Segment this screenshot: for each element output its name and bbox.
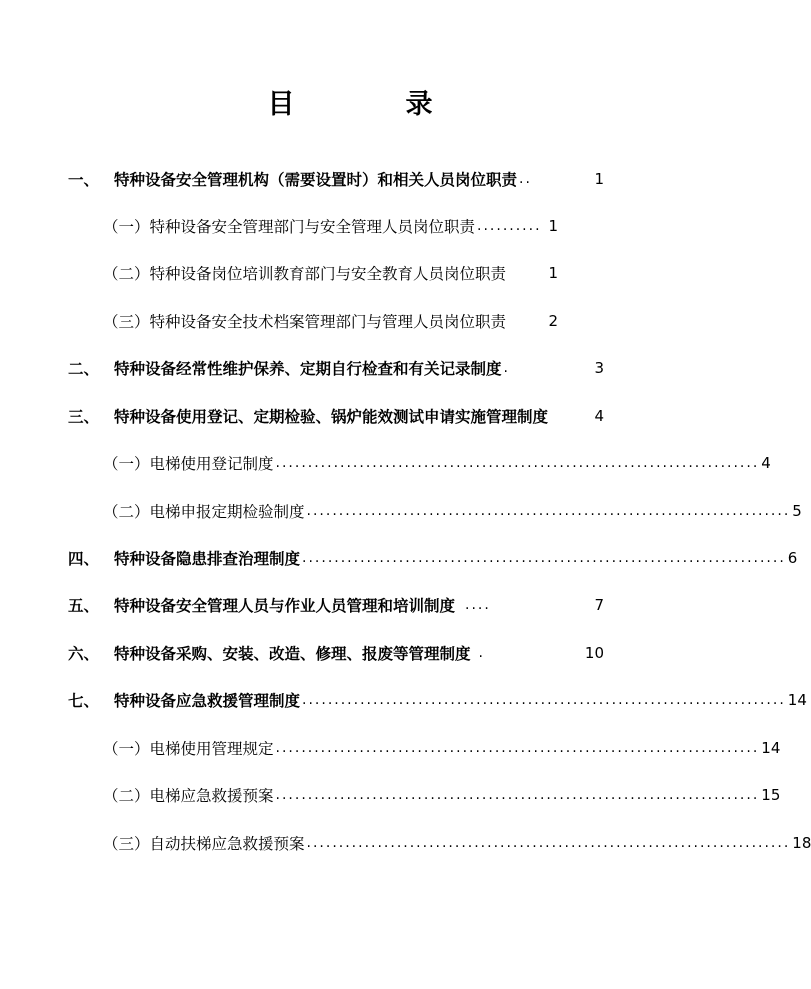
toc-leader-dots: ..........: [477, 218, 542, 234]
toc-entry-text: 特种设备应急救援管理制度: [114, 692, 301, 710]
toc-entry-3[interactable]: [68, 401, 604, 431]
toc-leader-dots: .: [503, 360, 510, 376]
toc-entry-text: （一）特种设备安全管理部门与安全管理人员岗位职责: [103, 218, 476, 236]
toc-entry-7-2[interactable]: [103, 780, 781, 810]
toc-leader-dots: ...........................................................................: [302, 692, 786, 708]
toc-leader-dots: ...........................................................................: [275, 740, 760, 756]
toc-leader-dots: ...........................................................................: [275, 455, 760, 471]
toc-entry-1-2[interactable]: [103, 258, 558, 288]
toc-entry-page: 7: [594, 596, 604, 614]
toc-entry-page: 15: [761, 786, 781, 804]
toc-entry-number: 五、: [68, 597, 100, 615]
toc-entry-text: 特种设备隐患排查治理制度: [114, 550, 301, 568]
toc-leader-dots: ...........................................................................: [306, 503, 791, 519]
toc-entry-page: 6: [787, 549, 798, 567]
toc-leader-dots: ....: [465, 597, 491, 613]
toc-entry-number: 一、: [68, 171, 100, 189]
toc-leader-dots: ...........................................................................: [306, 835, 791, 851]
toc-entry-number: 七、: [68, 692, 100, 710]
toc-entry-5[interactable]: [68, 590, 604, 620]
toc-entry-7[interactable]: [68, 685, 807, 715]
toc-entry-3-1[interactable]: [103, 448, 771, 478]
toc-entry-number: 六、: [68, 645, 100, 663]
toc-entry-page: 18: [792, 834, 811, 852]
page-title: 目 录: [267, 89, 475, 120]
toc-entry-page: 4: [594, 407, 604, 425]
toc-entry-page: 14: [761, 739, 781, 757]
toc-entry-page: 1: [548, 217, 558, 235]
toc-entry-6[interactable]: [68, 638, 604, 668]
toc-entry-page: 1: [548, 264, 558, 282]
toc-entry-text: （一）电梯使用登记制度: [103, 455, 274, 473]
toc-entry-text: 特种设备安全管理人员与作业人员管理和培训制度: [114, 597, 456, 615]
toc-entry-text: （二）电梯应急救援预案: [103, 787, 274, 805]
toc-entry-page: 14: [787, 691, 807, 709]
toc-entry-page: 1: [594, 170, 604, 188]
toc-entry-7-3[interactable]: [103, 828, 811, 858]
toc-leader-dots: ...........................................................................: [275, 787, 760, 803]
toc-entry-1-1[interactable]: [103, 211, 558, 241]
toc-entry-number: 二、: [68, 360, 100, 378]
toc-entry-2[interactable]: [68, 353, 604, 383]
toc-entry-text: （三）自动扶梯应急救援预案: [103, 835, 305, 853]
toc-entry-1-3[interactable]: [103, 306, 558, 336]
toc-entry-7-1[interactable]: [103, 733, 781, 763]
toc-entry-page: 5: [792, 502, 802, 520]
toc-entry-1[interactable]: [68, 164, 604, 194]
toc-entry-page: 10: [584, 644, 604, 662]
toc-entry-text: 特种设备经常性维护保养、定期自行检查和有关记录制度: [114, 360, 502, 378]
toc-entry-text: 特种设备采购、安装、改造、修理、报废等管理制度: [114, 645, 471, 663]
toc-leader-dots: ...........................................................................: [302, 550, 786, 566]
toc-entry-number: 三、: [68, 408, 100, 426]
toc-entry-text: （一）电梯使用管理规定: [103, 740, 274, 758]
toc-entry-page: 3: [594, 359, 604, 377]
toc-leader-dots: .: [478, 645, 485, 661]
toc-leader-dots: ..: [519, 171, 532, 187]
toc-entry-4[interactable]: [68, 543, 798, 573]
toc-entry-text: （二）特种设备岗位培训教育部门与安全教育人员岗位职责: [103, 265, 507, 283]
toc-entry-page: 2: [548, 312, 558, 330]
toc-entry-number: 四、: [68, 550, 100, 568]
toc-entry-text: （三）特种设备安全技术档案管理部门与管理人员岗位职责: [103, 313, 507, 331]
toc-entry-3-2[interactable]: [103, 496, 802, 526]
toc-entry-text: 特种设备使用登记、定期检验、锅炉能效测试申请实施管理制度: [114, 408, 549, 426]
toc-entry-text: 特种设备安全管理机构（需要设置时）和相关人员岗位职责: [114, 171, 518, 189]
toc-entry-page: 4: [761, 454, 771, 472]
toc-entry-text: （二）电梯申报定期检验制度: [103, 503, 305, 521]
